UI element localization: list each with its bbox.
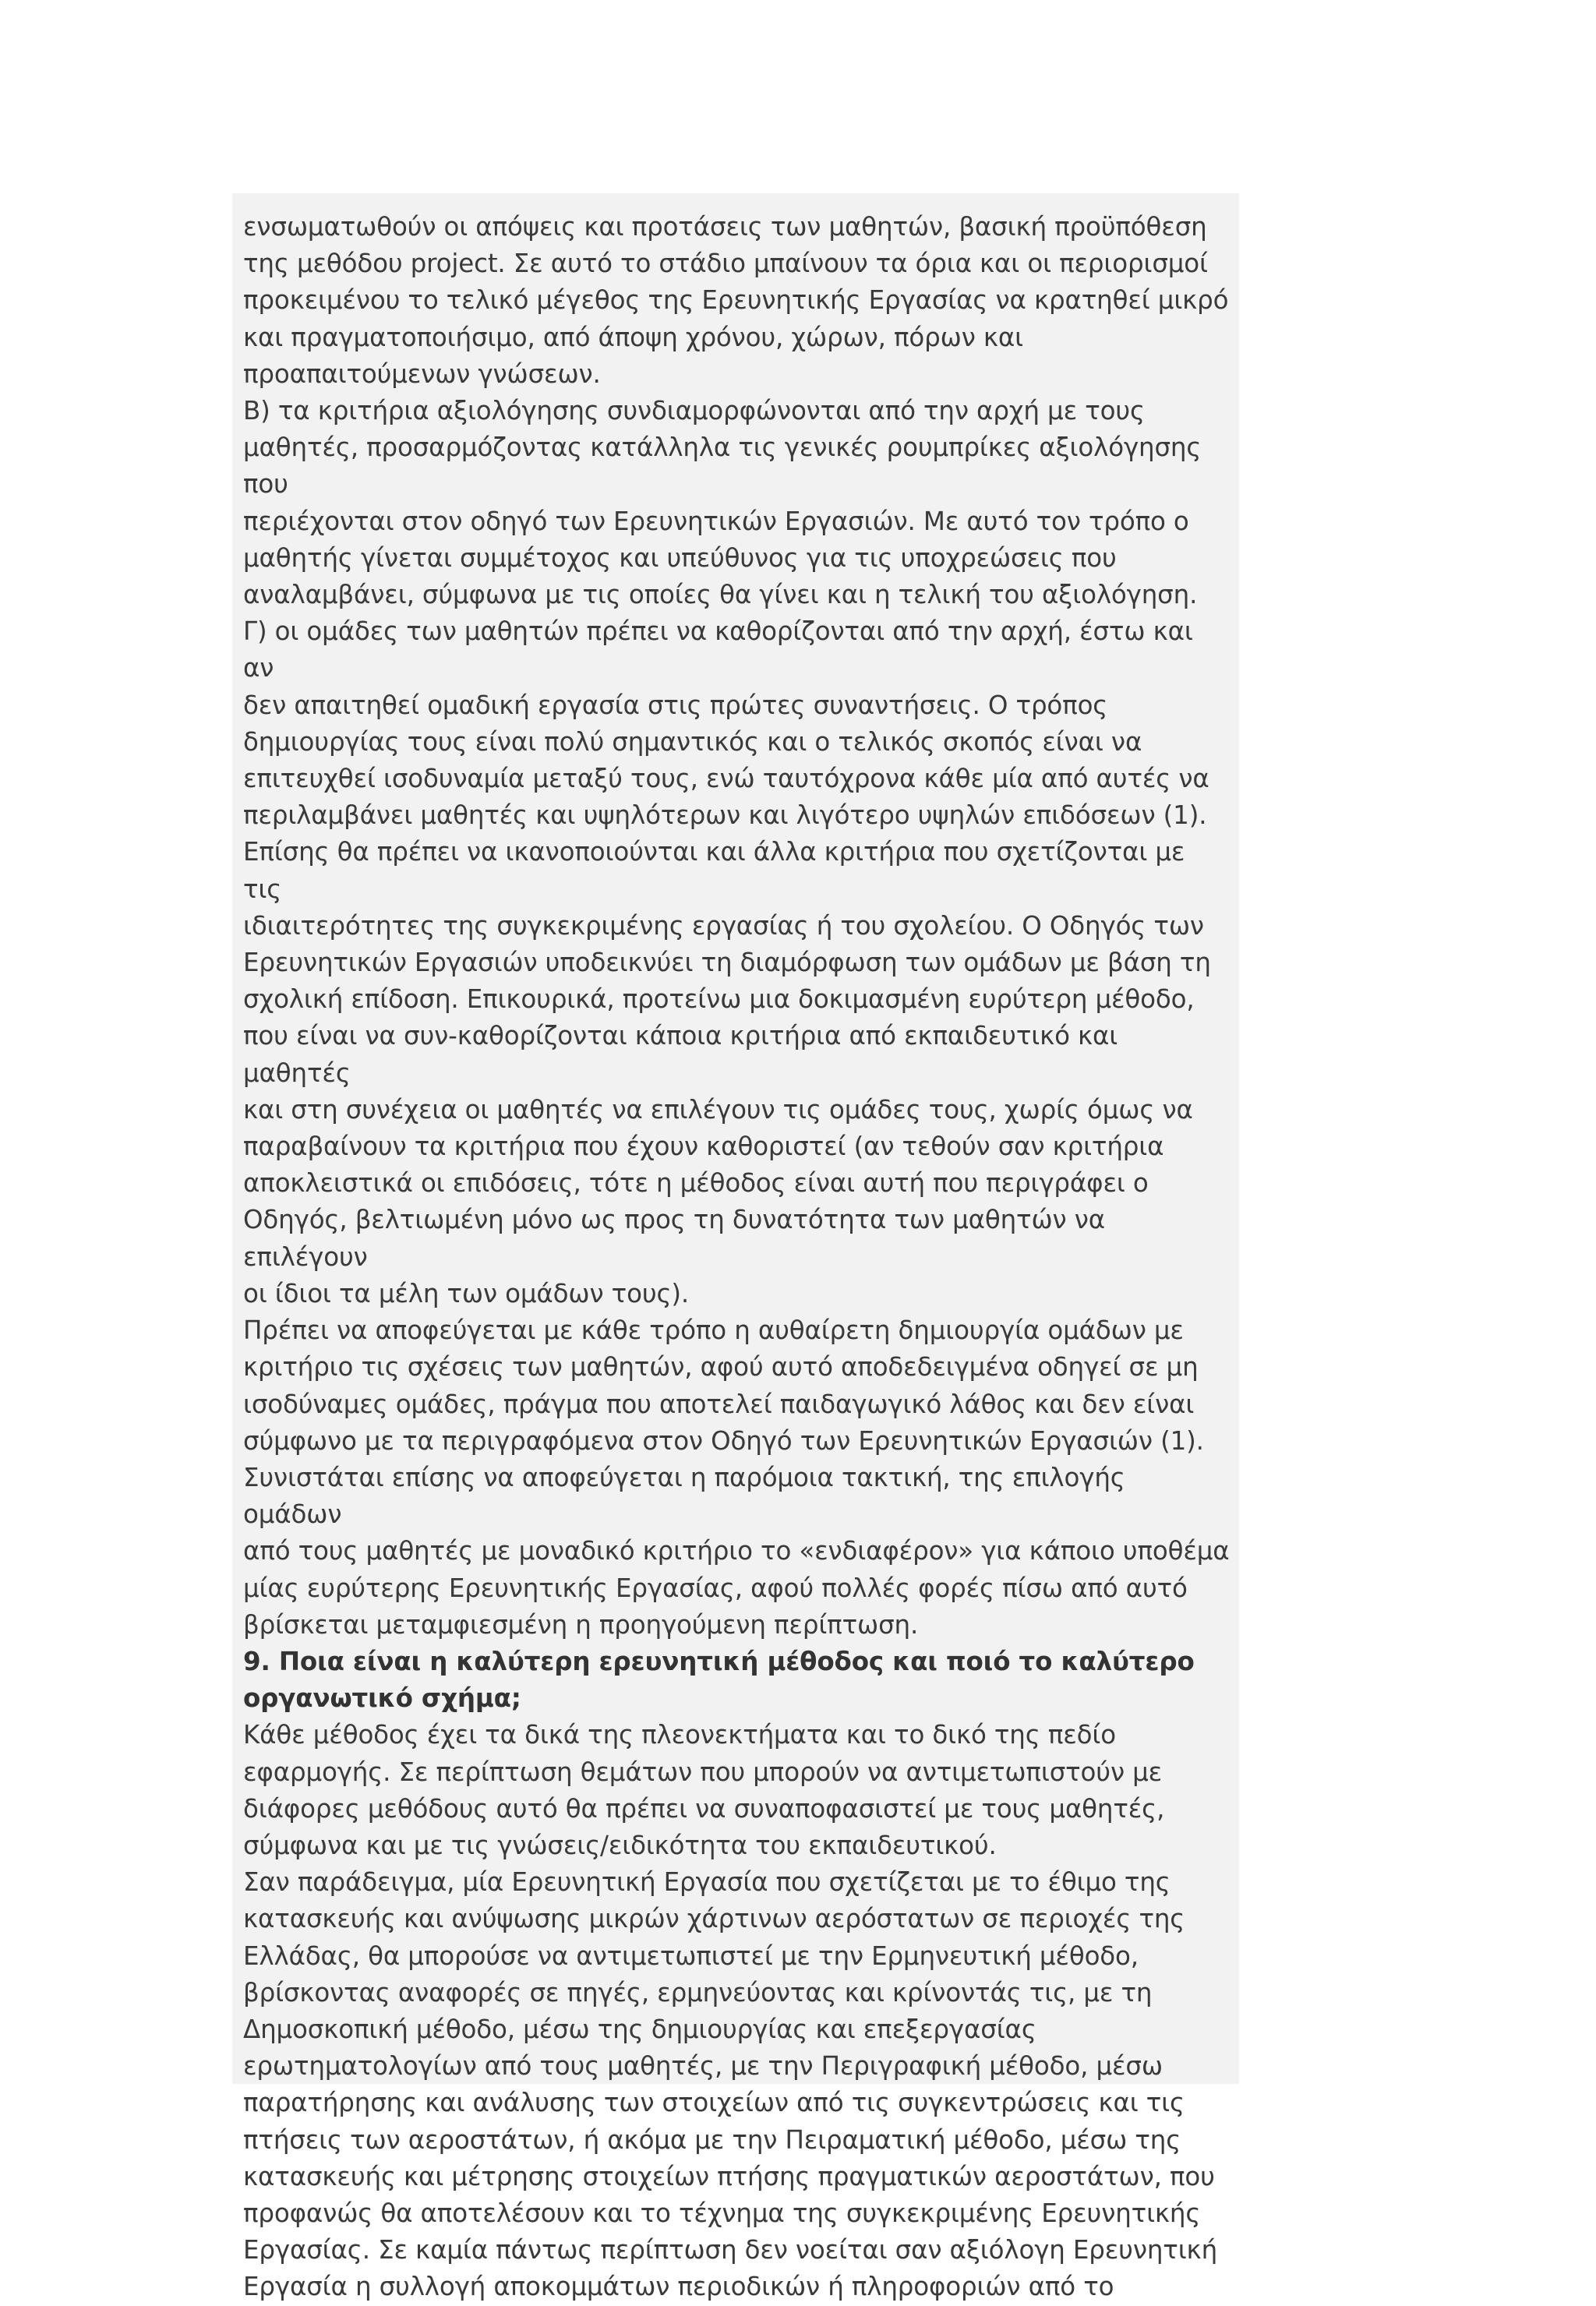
paragraph: Κάθε μέθοδος έχει τα δικά της πλεονεκτήματα και το δικό της πεδίο εφαρμογής. Σε περίπτωση θεμάτων που μπορούν να αντιμετωπιστούν με διάφορες μεθόδους αυτό θα πρέπει να συναποφασιστεί με τους μαθητές, σύμφωνα και με τις γνώσεις/ειδικότητα του εκπαιδευτικού.	[243, 1720, 1165, 1860]
paragraph: Γ) οι ομάδες των μαθητών πρέπει να καθορίζονται από την αρχή, έστω και αν δεν απαιτηθεί ομαδική εργασία στις πρώτες συναντήσεις. Ο τρόπος δημιουργίας τους είναι πολύ σημαντικός και ο τελικός σκοπός είναι να επιτευχθεί ισοδυναμία μεταξύ τους, ενώ ταυτόχρονα κάθε μία από αυτές να περιλαμβάνει μαθητές και υψηλότερων και λιγότερο υψηλών επιδόσεων (1). Επίσης θα πρέπει να ικανοποιούνται και άλλα κριτήρια που σχετίζονται με τις ιδιαιτερότητες της συγκεκριμένης εργασίας ή του σχολείου. Ο Οδηγός των Ερευνητικών Εργασιών υποδεικνύει τη διαμόρφωση των ομάδων με βάση τη σχολική επίδοση. Επικουρικά, προτείνω μια δοκιμασμένη ευρύτερη μέθοδο, που είναι να συν-καθορίζονται κάποια κριτήρια από εκπαιδευτικό και μαθητές και στη συνέχεια οι μαθητές να επιλέγουν τις ομάδες τους, χωρίς όμως να παραβαίνουν τα κριτήρια που έχουν καθοριστεί (αν τεθούν σαν κριτήρια αποκλειστικά οι επιδόσεις, τότε η μέθοδος είναι αυτή που περιγράφει ο Οδηγός, βελτιωμένη μόνο ως προς τη δυνατότητα των μαθητών να επιλέγουν οι ίδιοι τα μέλη των ομάδων τους).	[243, 616, 1211, 1308]
paragraph: Πρέπει να αποφεύγεται με κάθε τρόπο η αυθαίρετη δημιουργία ομάδων με κριτήριο τις σχέσεις των μαθητών, αφού αυτό αποδεδειγμένα οδηγεί σε μη ισοδύναμες ομάδες, πράγμα που αποτελεί παιδαγωγικό λάθος και δεν είναι σύμφωνο με τα περιγραφόμενα στον Οδηγό των Ερευνητικών Εργασιών (1). Συνιστάται επίσης να αποφεύγεται η παρόμοια τακτική, της επιλογής ομάδων από τους μαθητές με μοναδικό κριτήριο το «ενδιαφέρον» για κάποιο υποθέμα μίας ευρύτερης Ερευνητικής Εργασίας, αφού πολλές φορές πίσω από αυτό βρίσκεται μεταμφιεσμένη η προηγούμενη περίπτωση.	[243, 1315, 1230, 1640]
paragraph: Β) τα κριτήρια αξιολόγησης συνδιαμορφώνονται από την αρχή με τους μαθητές, προσαρμόζοντας κατάλληλα τις γενικές ρουμπρίκες αξιολόγησης που περιέχονται στον οδηγό των Ερευνητικών Εργασιών. Με αυτό τον τρόπο ο μαθητής γίνεται συμμέτοχος και υπεύθυνος για τις υποχρεώσεις που αναλαμβάνει, σύμφωνα με τις οποίες θα γίνει και η τελική του αξιολόγηση.	[243, 396, 1202, 610]
paragraph: Σαν παράδειγμα, μία Ερευνητική Εργασία που σχετίζεται με το έθιμο της κατασκευής και ανύψωσης μικρών χάρτινων αερόστατων σε περιοχές της Ελλάδας, θα μπορούσε να αντιμετωπιστεί με την Ερμηνευτική μέθοδο, βρίσκοντας αναφορές σε πηγές, ερμηνεύοντας και κρίνοντάς τις, με τη Δημοσκοπική μέθοδο, μέσω της δημιουργίας και επεξεργασίας ερωτηματολογίων από τους μαθητές, με την Περιγραφική μέθοδο, μέσω παρατήρησης και ανάλυσης των στοιχείων από τις συγκεντρώσεις και τις πτήσεις των αεροστάτων, ή ακόμα με την Πειραματική μέθοδο, μέσω της κατασκευής και μέτρησης στοιχείων πτήσης πραγματικών αεροστάτων, που προφανώς θα αποτελέσουν και το τέχνημα της συγκεκριμένης Ερευνητικής Εργασίας. Σε καμία πάντως περίπτωση δεν νοείται σαν αξιόλογη Ερευνητική Εργασία η συλλογή αποκομμάτων περιοδικών ή πληροφοριών από το	[243, 1867, 1218, 2302]
text-block	[232, 193, 1239, 2302]
paragraph: ενσωματωθούν οι απόψεις και προτάσεις των μαθητών, βασική προϋπόθεση της μεθόδου project. Σε αυτό το στάδιο μπαίνουν τα όρια και οι περιορισμοί προκειμένου το τελικό μέγεθος της Ερευνητικής Εργασίας να κρατηθεί μικρό και πραγματοποιήσιμο, από άποψη χρόνου, χώρων, πόρων και προαπαιτούμενων γνώσεων.	[243, 212, 1229, 389]
section-heading: 9. Ποια είναι η καλύτερη ερευνητική μέθοδος και ποιό το καλύτερο οργανωτικό σχήμα;	[243, 1646, 1195, 1714]
